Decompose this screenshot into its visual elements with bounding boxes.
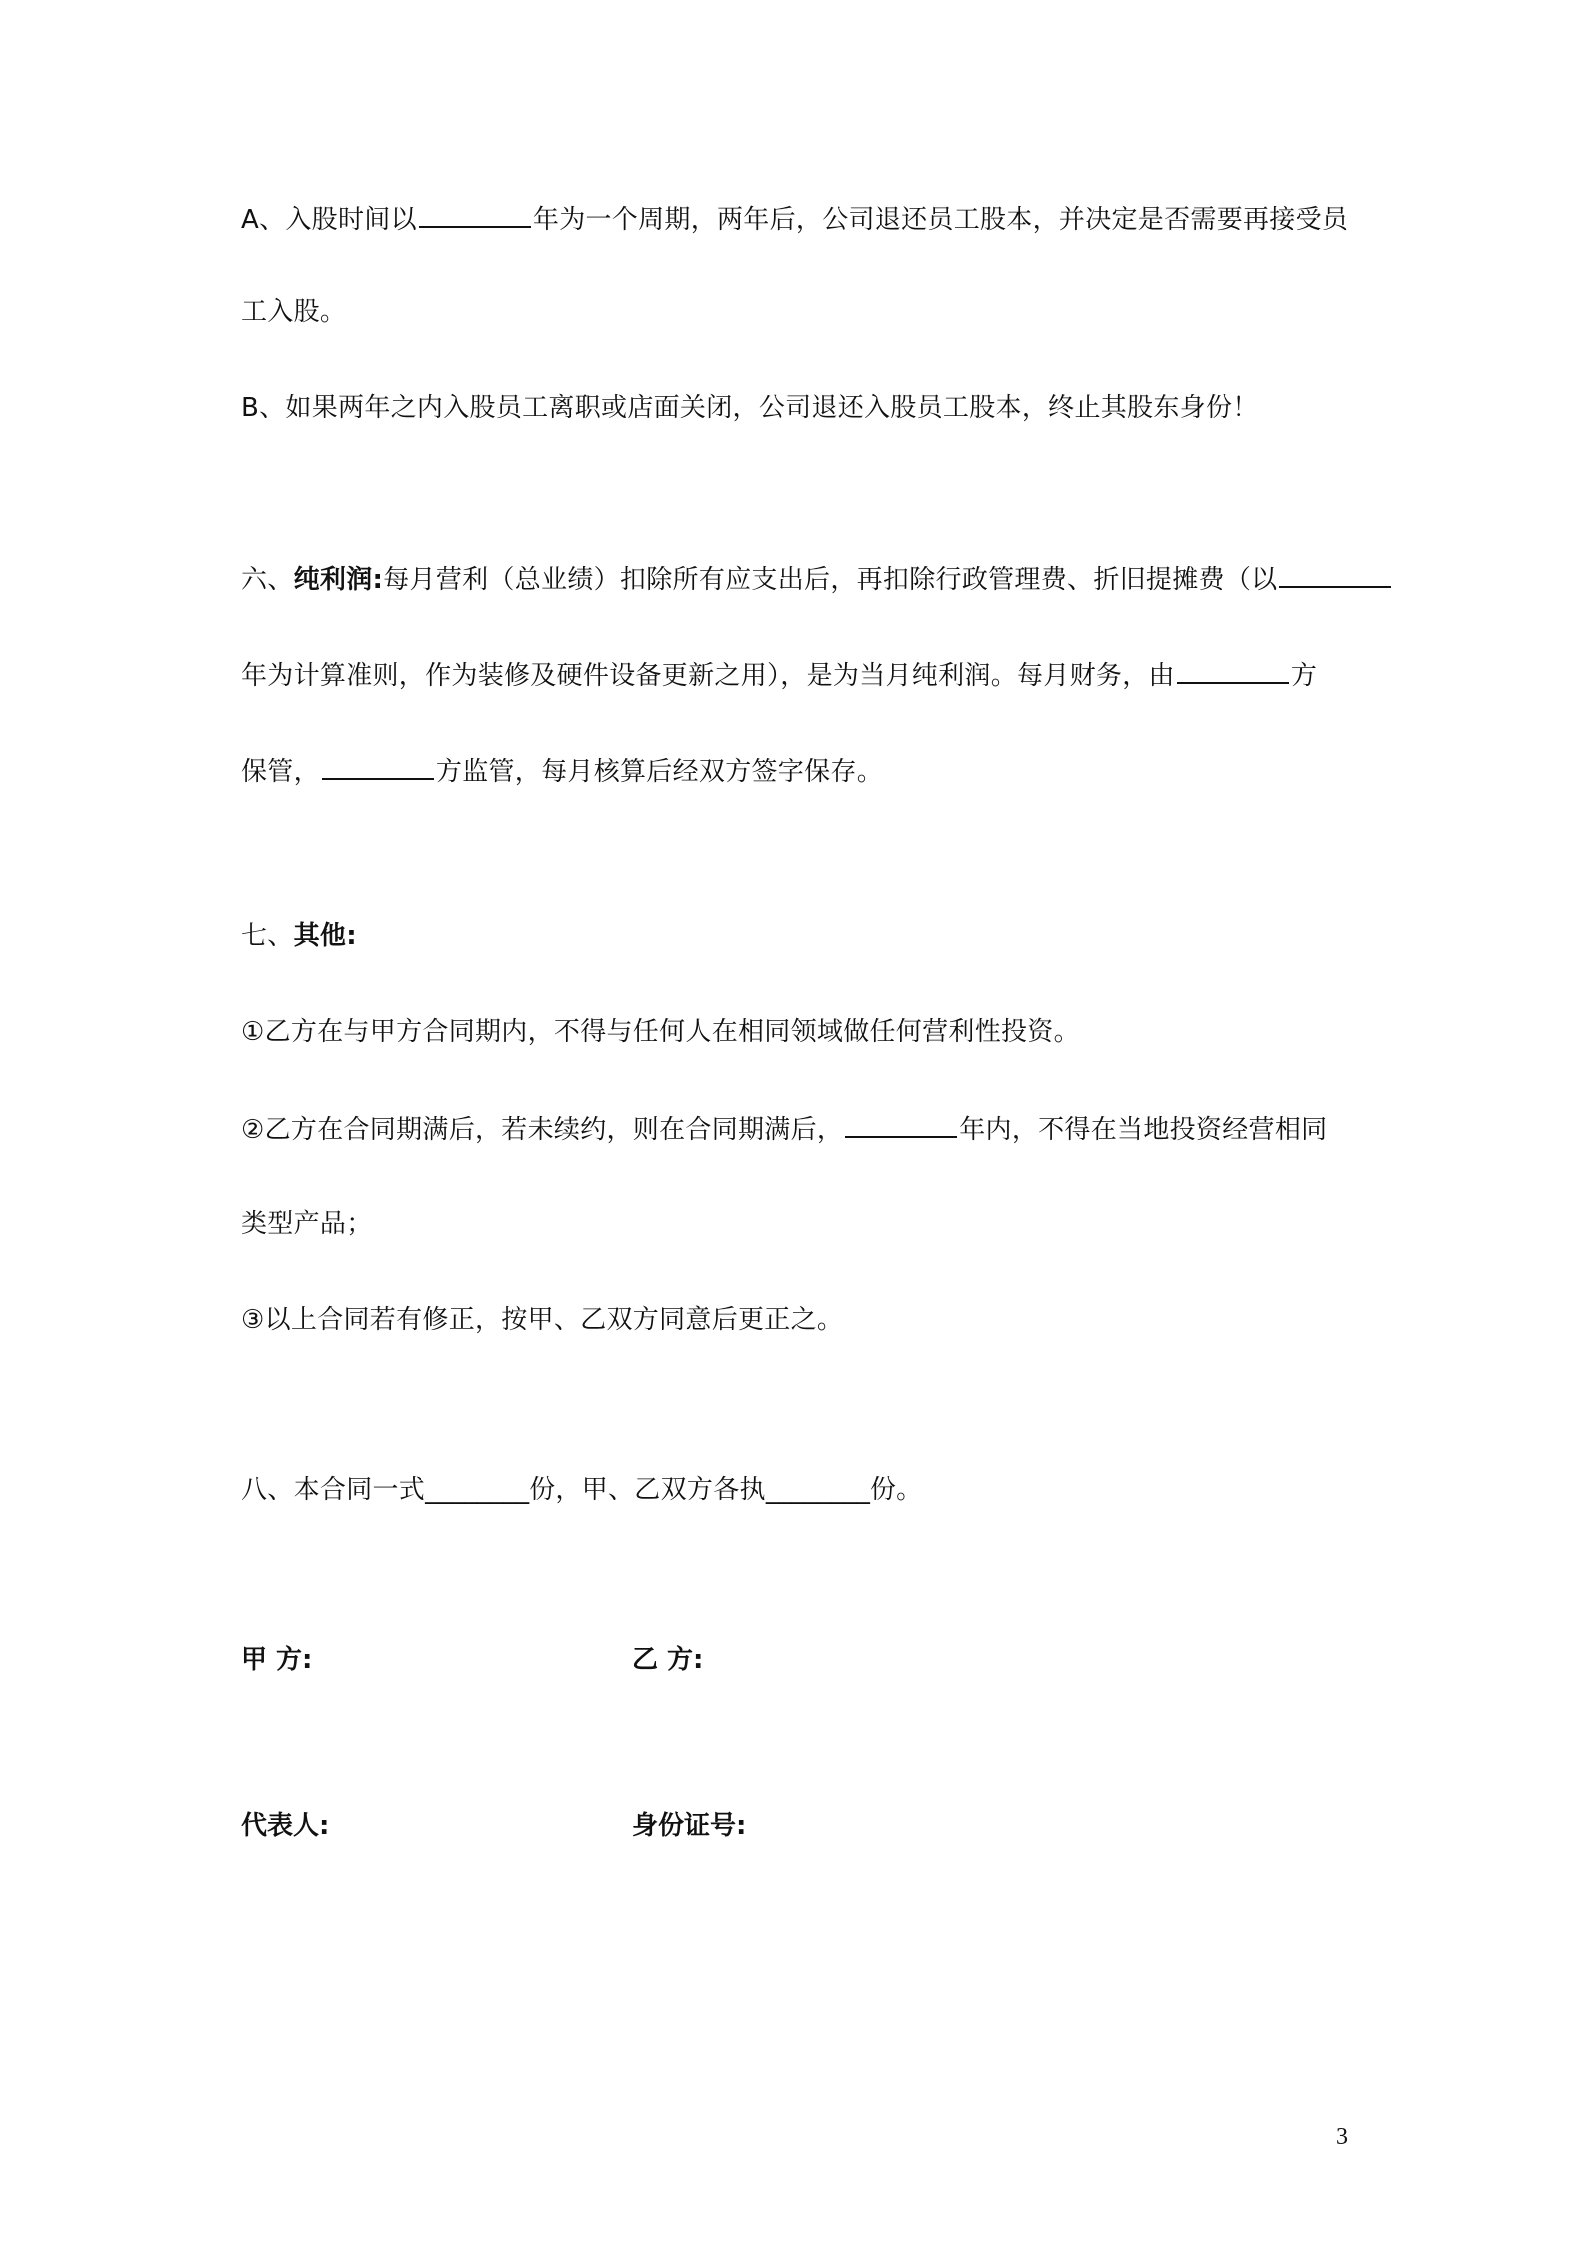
fill-blank-depreciation-years[interactable]: [1279, 560, 1391, 588]
page-number: 3: [1336, 2124, 1348, 2150]
clause-a-line-2: [241, 294, 346, 330]
section-7-item-2-text-a: ②乙方在合同期满后，若未续约，则在合同期满后，: [241, 1115, 844, 1145]
clause-a-line-1: [241, 200, 1348, 238]
clause-b-text: B、如果两年之内入股员工离职或店面关闭，公司退还入股员工股本，终止其股东身份！: [241, 393, 1259, 423]
section-8-line: [241, 1472, 922, 1508]
fill-blank-copies-each[interactable]: ________: [765, 1475, 870, 1505]
section-7-item-2-line-2: [241, 1206, 373, 1242]
section-6-text-1: 每月营利（总业绩）扣除所有应支出后，再扣除行政管理费、折旧提摊费（以: [383, 565, 1278, 595]
clause-a-text-3: 工入股。: [241, 297, 347, 327]
section-7-heading: [241, 918, 357, 954]
section-6-line-3: [241, 752, 883, 790]
clause-a-text-1: A、入股时间以: [241, 205, 417, 235]
section-6-text-3a: 保管，: [241, 757, 320, 787]
section-7-prefix: 七、: [241, 921, 294, 951]
section-7-item-2-text-b: 年内，不得在当地投资经营相同: [959, 1115, 1328, 1145]
section-8-text-b: 份，甲、乙双方各执: [529, 1475, 766, 1505]
fill-blank-period-years[interactable]: [419, 200, 531, 228]
fill-blank-copies-total[interactable]: ________: [425, 1475, 530, 1505]
section-7-item-3-text: ③以上合同若有修正，按甲、乙双方同意后更正之。: [241, 1305, 844, 1335]
section-8-text-c: 份。: [869, 1475, 923, 1505]
section-8-text-a: 八、本合同一式: [241, 1475, 426, 1505]
section-7-item-2-line-1: [241, 1110, 1327, 1148]
section-7-item-2-text-c: 类型产品；: [241, 1209, 373, 1239]
party-a-label: 甲 方:: [241, 1645, 313, 1675]
section-7-item-3: [241, 1302, 843, 1338]
party-b-label: 乙 方:: [632, 1645, 704, 1675]
fill-blank-supervisor-party[interactable]: [322, 752, 434, 780]
clause-b-line: [241, 390, 1259, 426]
section-6-line-2: [241, 656, 1317, 694]
section-7-item-1-text: ①乙方在与甲方合同期内，不得与任何人在相同领域做任何营利性投资。: [241, 1017, 1080, 1047]
section-6-text-2a: 年为计算准则，作为装修及硬件设备更新之用），是为当月纯利润。每月财务，由: [241, 661, 1175, 691]
section-6-term: 纯利润:: [293, 565, 384, 595]
section-6-prefix: 六、: [241, 565, 294, 595]
section-7-item-1: [241, 1014, 1080, 1050]
representative-label: 代表人:: [241, 1811, 330, 1841]
section-6-text-3b: 方监管，每月核算后经双方签字保存。: [435, 757, 884, 787]
fill-blank-custodian-party[interactable]: [1177, 656, 1289, 684]
fill-blank-noncompete-years[interactable]: [845, 1110, 957, 1138]
section-6-line-1: [241, 560, 1393, 598]
section-6-text-2b: 方: [1290, 661, 1318, 691]
clause-a-text-2: 年为一个周期，两年后，公司退还员工股本，并决定是否需要再接受员: [532, 205, 1349, 235]
id-number-label: 身份证号:: [632, 1811, 747, 1841]
section-7-title: 其他:: [293, 921, 357, 951]
